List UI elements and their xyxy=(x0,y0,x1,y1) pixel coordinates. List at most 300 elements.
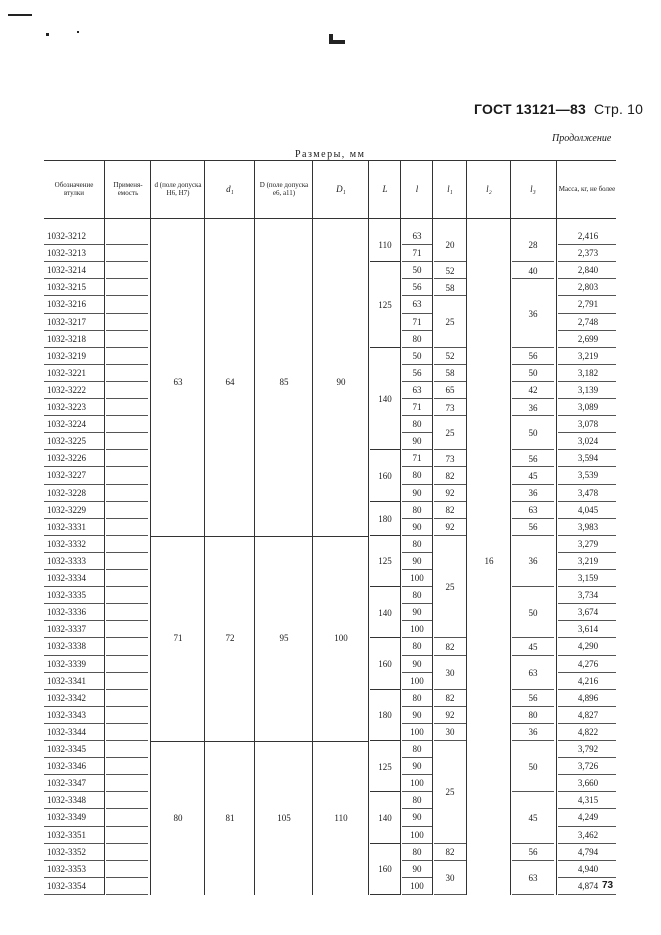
code-row-line xyxy=(44,689,104,690)
L-value: 160 xyxy=(378,864,392,875)
l1-cell-line xyxy=(434,295,466,296)
bushing-code: 1032-3222 xyxy=(47,384,86,395)
mass-row-line xyxy=(558,518,616,519)
l-value: 80 xyxy=(412,692,422,703)
l-value: 50 xyxy=(412,350,422,361)
l-row-line xyxy=(402,706,432,707)
l3-value: 45 xyxy=(528,812,538,823)
bushing-code: 1032-3341 xyxy=(47,675,86,686)
L-cell-line xyxy=(370,740,400,741)
code-row-line xyxy=(44,347,104,348)
l-value: 100 xyxy=(410,624,424,635)
l1-cell-line xyxy=(434,415,466,416)
l3-cell-line xyxy=(512,637,554,638)
mass-row-line xyxy=(558,689,616,690)
mass-row-line xyxy=(558,261,616,262)
l1-cell-line xyxy=(434,261,466,262)
column-separator xyxy=(368,160,369,895)
l3-value: 80 xyxy=(528,710,538,721)
application-cell-line xyxy=(106,501,148,502)
l-row-line xyxy=(402,723,432,724)
bushing-code: 1032-3344 xyxy=(47,726,86,737)
l1-cell-line xyxy=(434,740,466,741)
mass-row-line xyxy=(558,757,616,758)
application-cell-line xyxy=(106,432,148,433)
l-row-line xyxy=(402,672,432,673)
l1-value: 65 xyxy=(445,385,455,396)
mass-value: 3,594 xyxy=(577,453,599,464)
l3-value: 56 xyxy=(528,522,538,533)
L-value: 125 xyxy=(378,556,392,567)
l-row-line xyxy=(402,826,432,827)
mass-value: 3,792 xyxy=(577,744,599,754)
mass-row-line xyxy=(558,860,616,861)
application-cell-line xyxy=(106,364,148,365)
column-separator xyxy=(466,160,467,895)
l1-value: 30 xyxy=(445,872,455,883)
l-row-line xyxy=(402,295,432,296)
l1-value: 52 xyxy=(445,265,455,276)
mass-value: 4,827 xyxy=(577,709,599,720)
bushing-code: 1032-3214 xyxy=(47,265,86,276)
l1-cell-line xyxy=(434,655,466,656)
code-row-line xyxy=(44,313,104,314)
mass-value: 2,699 xyxy=(577,333,599,344)
l-value: 63 xyxy=(412,231,422,241)
bushing-code: 1032-3338 xyxy=(47,641,86,652)
mass-row-line xyxy=(558,484,616,485)
bushing-code: 1032-3218 xyxy=(47,333,86,344)
bushing-code: 1032-3343 xyxy=(47,709,86,720)
mass-row-line xyxy=(558,381,616,382)
l3-cell-line xyxy=(512,586,554,587)
application-cell-line xyxy=(106,672,148,673)
mass-row-line xyxy=(558,415,616,416)
mass-value: 3,089 xyxy=(577,402,599,412)
l-row-line xyxy=(402,347,432,348)
bushing-code: 1032-3337 xyxy=(47,624,86,635)
bushing-code: 1032-3352 xyxy=(47,846,86,857)
code-row-line xyxy=(44,637,104,638)
column-separator xyxy=(432,160,433,895)
application-cell-line xyxy=(106,791,148,792)
column-header-l2: l₂ xyxy=(486,184,492,194)
code-row-line xyxy=(44,791,104,792)
code-row-line xyxy=(44,552,104,553)
bushing-code: 1032-3348 xyxy=(47,795,86,806)
l-value: 50 xyxy=(412,265,422,276)
L-cell-line xyxy=(370,501,400,502)
mass-value: 3,726 xyxy=(577,761,599,772)
mass-value: 4,290 xyxy=(577,641,599,652)
l1-cell-line xyxy=(434,706,466,707)
l3-value: 63 xyxy=(528,872,538,883)
code-row-line xyxy=(44,415,104,416)
speck xyxy=(77,31,79,33)
bushing-code: 1032-3349 xyxy=(47,812,86,823)
bushing-code: 1032-3345 xyxy=(47,744,86,754)
bushing-code: 1032-3229 xyxy=(47,504,86,515)
l-row-line xyxy=(402,860,432,861)
mass-value: 4,794 xyxy=(577,846,599,857)
l1-cell-line xyxy=(434,894,466,895)
mass-value: 4,276 xyxy=(577,658,599,669)
l3-value: 45 xyxy=(528,641,538,652)
code-row-line xyxy=(44,535,104,536)
L-value: 125 xyxy=(378,299,392,310)
mass-row-line xyxy=(558,347,616,348)
column-separator xyxy=(204,160,205,895)
l-value: 100 xyxy=(410,726,424,737)
mass-row-line xyxy=(558,552,616,553)
code-row-line xyxy=(44,808,104,809)
code-row-line xyxy=(44,569,104,570)
mass-value: 3,182 xyxy=(577,367,599,378)
page-label: Стр. 10 xyxy=(594,101,644,117)
bushing-code: 1032-3228 xyxy=(47,487,86,498)
l-value: 56 xyxy=(412,282,422,293)
l3-cell-line xyxy=(512,261,554,262)
l1-cell-line xyxy=(434,689,466,690)
d-value: 80 xyxy=(173,812,183,823)
l3-value: 56 xyxy=(528,453,538,464)
l1-cell-line xyxy=(434,381,466,382)
application-cell-line xyxy=(106,381,148,382)
L-value: 180 xyxy=(378,710,392,721)
application-cell-line xyxy=(106,689,148,690)
l1-value: 82 xyxy=(445,641,455,652)
column-separator xyxy=(254,160,255,895)
mass-value: 4,822 xyxy=(577,726,599,737)
l-row-line xyxy=(402,432,432,433)
mass-value: 3,734 xyxy=(577,590,599,601)
bushing-code: 1032-3217 xyxy=(47,316,86,327)
mass-value: 3,139 xyxy=(577,384,599,395)
mass-row-line xyxy=(558,330,616,331)
l3-cell-line xyxy=(512,484,554,485)
l-value: 90 xyxy=(412,436,422,447)
l-row-line xyxy=(402,894,432,895)
l-row-line xyxy=(402,655,432,656)
code-row-line xyxy=(44,432,104,433)
code-row-line xyxy=(44,620,104,621)
application-cell-line xyxy=(106,466,148,467)
mass-value: 4,896 xyxy=(577,692,599,703)
l1-value: 30 xyxy=(445,667,455,678)
column-separator xyxy=(510,160,511,895)
mass-value: 2,748 xyxy=(577,316,599,327)
mass-row-line xyxy=(558,398,616,399)
code-row-line xyxy=(44,757,104,758)
l-value: 100 xyxy=(410,829,424,840)
column-header-code: Обозначение втулки xyxy=(54,181,94,197)
mass-value: 3,462 xyxy=(577,829,599,840)
l-value: 90 xyxy=(412,487,422,498)
l-value: 80 xyxy=(412,846,422,857)
application-cell-line xyxy=(106,398,148,399)
l1-value: 30 xyxy=(445,727,455,738)
column-header-l: l xyxy=(415,184,419,194)
mass-value: 3,539 xyxy=(577,470,599,481)
application-cell-line xyxy=(106,774,148,775)
application-cell-line xyxy=(106,278,148,279)
l1-value: 20 xyxy=(445,240,455,251)
mass-row-line xyxy=(558,501,616,502)
l3-value: 56 xyxy=(528,351,538,362)
mass-value: 4,045 xyxy=(577,504,599,515)
application-cell-line xyxy=(106,415,148,416)
mass-row-line xyxy=(558,826,616,827)
bushing-code: 1032-3226 xyxy=(47,453,86,464)
L-value: 110 xyxy=(378,240,392,251)
l3-value: 63 xyxy=(528,505,538,516)
group-separator xyxy=(150,741,368,742)
L-cell-line xyxy=(370,261,400,262)
l1-cell-line xyxy=(434,518,466,519)
bushing-code: 1032-3333 xyxy=(47,555,86,566)
application-cell-line xyxy=(106,569,148,570)
speck xyxy=(46,33,49,36)
mass-row-line xyxy=(558,843,616,844)
mass-row-line xyxy=(558,432,616,433)
bushing-code: 1032-3354 xyxy=(47,880,86,891)
l-value: 100 xyxy=(410,880,424,891)
l1-cell-line xyxy=(434,449,466,450)
code-row-line xyxy=(44,449,104,450)
l-row-line xyxy=(402,484,432,485)
l3-cell-line xyxy=(512,381,554,382)
mass-row-line xyxy=(558,655,616,656)
L-value: 140 xyxy=(378,394,392,404)
mass-row-line xyxy=(558,877,616,878)
l3-cell-line xyxy=(512,860,554,861)
bushing-code: 1032-3353 xyxy=(47,863,86,874)
application-cell-line xyxy=(106,620,148,621)
l-value: 80 xyxy=(412,590,422,601)
l-row-line xyxy=(402,774,432,775)
L-value: 140 xyxy=(378,607,392,618)
L-value: 140 xyxy=(378,812,392,823)
L-cell-line xyxy=(370,449,400,450)
mass-row-line xyxy=(558,706,616,707)
L-cell-line xyxy=(370,586,400,587)
l-value: 80 xyxy=(412,470,422,481)
code-row-line xyxy=(44,330,104,331)
code-row-line xyxy=(44,826,104,827)
code-row-line xyxy=(44,894,104,895)
l3-value: 36 xyxy=(528,402,538,413)
l1-value: 82 xyxy=(445,693,455,704)
column-separator xyxy=(556,160,557,895)
mass-value: 4,249 xyxy=(577,812,599,823)
l-value: 90 xyxy=(412,555,422,566)
l-value: 80 xyxy=(412,641,422,652)
bushing-code: 1032-3342 xyxy=(47,692,86,703)
l3-value: 42 xyxy=(528,385,538,396)
corner-mark xyxy=(8,14,32,16)
application-cell-line xyxy=(106,586,148,587)
bushing-code: 1032-3215 xyxy=(47,282,86,293)
l3-cell-line xyxy=(512,501,554,502)
code-row-line xyxy=(44,518,104,519)
l3-value: 28 xyxy=(528,240,538,251)
l3-value: 56 xyxy=(528,847,538,858)
l-value: 71 xyxy=(412,248,422,259)
l1-value: 92 xyxy=(445,710,455,721)
l-value: 100 xyxy=(410,675,424,686)
l-value: 100 xyxy=(410,573,424,583)
mass-value: 3,614 xyxy=(577,624,599,635)
l1-cell-line xyxy=(434,278,466,279)
code-row-line xyxy=(44,398,104,399)
application-cell-line xyxy=(106,843,148,844)
l1-value: 58 xyxy=(445,282,455,293)
page-number: 73 xyxy=(602,880,614,891)
l3-value: 50 xyxy=(528,607,538,618)
bushing-code: 1032-3223 xyxy=(47,402,86,412)
l-row-line xyxy=(402,808,432,809)
l-value: 80 xyxy=(412,504,422,515)
l1-value: 92 xyxy=(445,522,455,533)
l-value: 90 xyxy=(412,658,422,669)
l-value: 56 xyxy=(412,367,422,378)
application-cell-line xyxy=(106,655,148,656)
l-row-line xyxy=(402,586,432,587)
L-cell-line xyxy=(370,894,400,895)
bushing-code: 1032-3224 xyxy=(47,419,86,430)
application-cell-line xyxy=(106,808,148,809)
bushing-code: 1032-3219 xyxy=(47,350,86,361)
column-separator xyxy=(150,160,151,895)
L-value: 125 xyxy=(378,761,392,772)
application-cell-line xyxy=(106,313,148,314)
mass-row-line xyxy=(558,449,616,450)
application-cell-line xyxy=(106,347,148,348)
l3-cell-line xyxy=(512,466,554,467)
l-row-line xyxy=(402,330,432,331)
d1-value: 64 xyxy=(225,376,235,387)
d-value: 63 xyxy=(173,376,183,387)
mass-row-line xyxy=(558,740,616,741)
l3-value: 50 xyxy=(528,761,538,772)
mass-row-line xyxy=(558,313,616,314)
code-row-line xyxy=(44,586,104,587)
L-cell-line xyxy=(370,791,400,792)
mass-value: 4,940 xyxy=(577,863,599,874)
l3-cell-line xyxy=(512,347,554,348)
mass-row-line xyxy=(558,791,616,792)
l-value: 90 xyxy=(412,521,422,532)
D-value: 105 xyxy=(277,812,291,823)
l3-value: 63 xyxy=(528,667,538,678)
D-value: 95 xyxy=(279,633,289,644)
L-value: 160 xyxy=(378,659,392,670)
l-row-line xyxy=(402,791,432,792)
application-cell-line xyxy=(106,449,148,450)
mass-value: 2,791 xyxy=(577,299,599,310)
application-cell-line xyxy=(106,552,148,553)
mass-row-line xyxy=(558,278,616,279)
l-row-line xyxy=(402,261,432,262)
mass-value: 3,219 xyxy=(577,350,599,361)
application-cell-line xyxy=(106,877,148,878)
application-cell-line xyxy=(106,535,148,536)
application-cell-line xyxy=(106,826,148,827)
code-row-line xyxy=(44,723,104,724)
L-cell-line xyxy=(370,535,400,536)
column-header-D: D (поле допуска e6, a11) xyxy=(259,181,309,197)
D-value: 85 xyxy=(279,376,289,387)
L-cell-line xyxy=(370,347,400,348)
column-separator xyxy=(312,160,313,895)
application-cell-line xyxy=(106,723,148,724)
d1-value: 72 xyxy=(225,633,235,644)
l-row-line xyxy=(402,313,432,314)
continuation-label: Продолжение xyxy=(552,133,612,144)
mass-row-line xyxy=(558,535,616,536)
bushing-code: 1032-3335 xyxy=(47,590,86,601)
l-value: 80 xyxy=(412,744,422,754)
l-value: 80 xyxy=(412,538,422,549)
d-value: 71 xyxy=(173,633,183,644)
code-row-line xyxy=(44,655,104,656)
application-cell-line xyxy=(106,518,148,519)
l-row-line xyxy=(402,637,432,638)
L-value: 160 xyxy=(378,470,392,481)
mass-row-line xyxy=(558,364,616,365)
l1-cell-line xyxy=(434,484,466,485)
l3-cell-line xyxy=(512,689,554,690)
l-row-line xyxy=(402,364,432,365)
print-mark xyxy=(329,40,345,44)
application-cell-line xyxy=(106,740,148,741)
code-row-line xyxy=(44,603,104,604)
l-value: 63 xyxy=(412,384,422,395)
column-separator xyxy=(400,160,401,895)
mass-row-line xyxy=(558,295,616,296)
bushing-code: 1032-3216 xyxy=(47,299,86,310)
l-row-line xyxy=(402,552,432,553)
l1-value: 82 xyxy=(445,505,455,516)
mass-row-line xyxy=(558,620,616,621)
mass-row-line xyxy=(558,586,616,587)
standard-number: ГОСТ 13121—83 xyxy=(474,101,586,117)
l1-value: 25 xyxy=(445,787,455,798)
l-value: 90 xyxy=(412,761,422,772)
code-row-line xyxy=(44,466,104,467)
mass-value: 3,660 xyxy=(577,778,599,789)
l-value: 80 xyxy=(412,333,422,344)
column-header-L: L xyxy=(382,184,388,194)
l3-cell-line xyxy=(512,449,554,450)
code-row-line xyxy=(44,484,104,485)
mass-value: 3,983 xyxy=(577,521,599,532)
l3-cell-line xyxy=(512,398,554,399)
l-row-line xyxy=(402,843,432,844)
code-row-line xyxy=(44,672,104,673)
bushing-code: 1032-3227 xyxy=(47,470,86,481)
mass-row-line xyxy=(558,569,616,570)
l-row-line xyxy=(402,518,432,519)
l3-cell-line xyxy=(512,364,554,365)
mass-value: 3,159 xyxy=(577,573,599,583)
application-cell-line xyxy=(106,484,148,485)
l-row-line xyxy=(402,757,432,758)
mass-row-line xyxy=(558,808,616,809)
l-row-line xyxy=(402,381,432,382)
mass-row-line xyxy=(558,672,616,673)
l1-cell-line xyxy=(434,466,466,467)
